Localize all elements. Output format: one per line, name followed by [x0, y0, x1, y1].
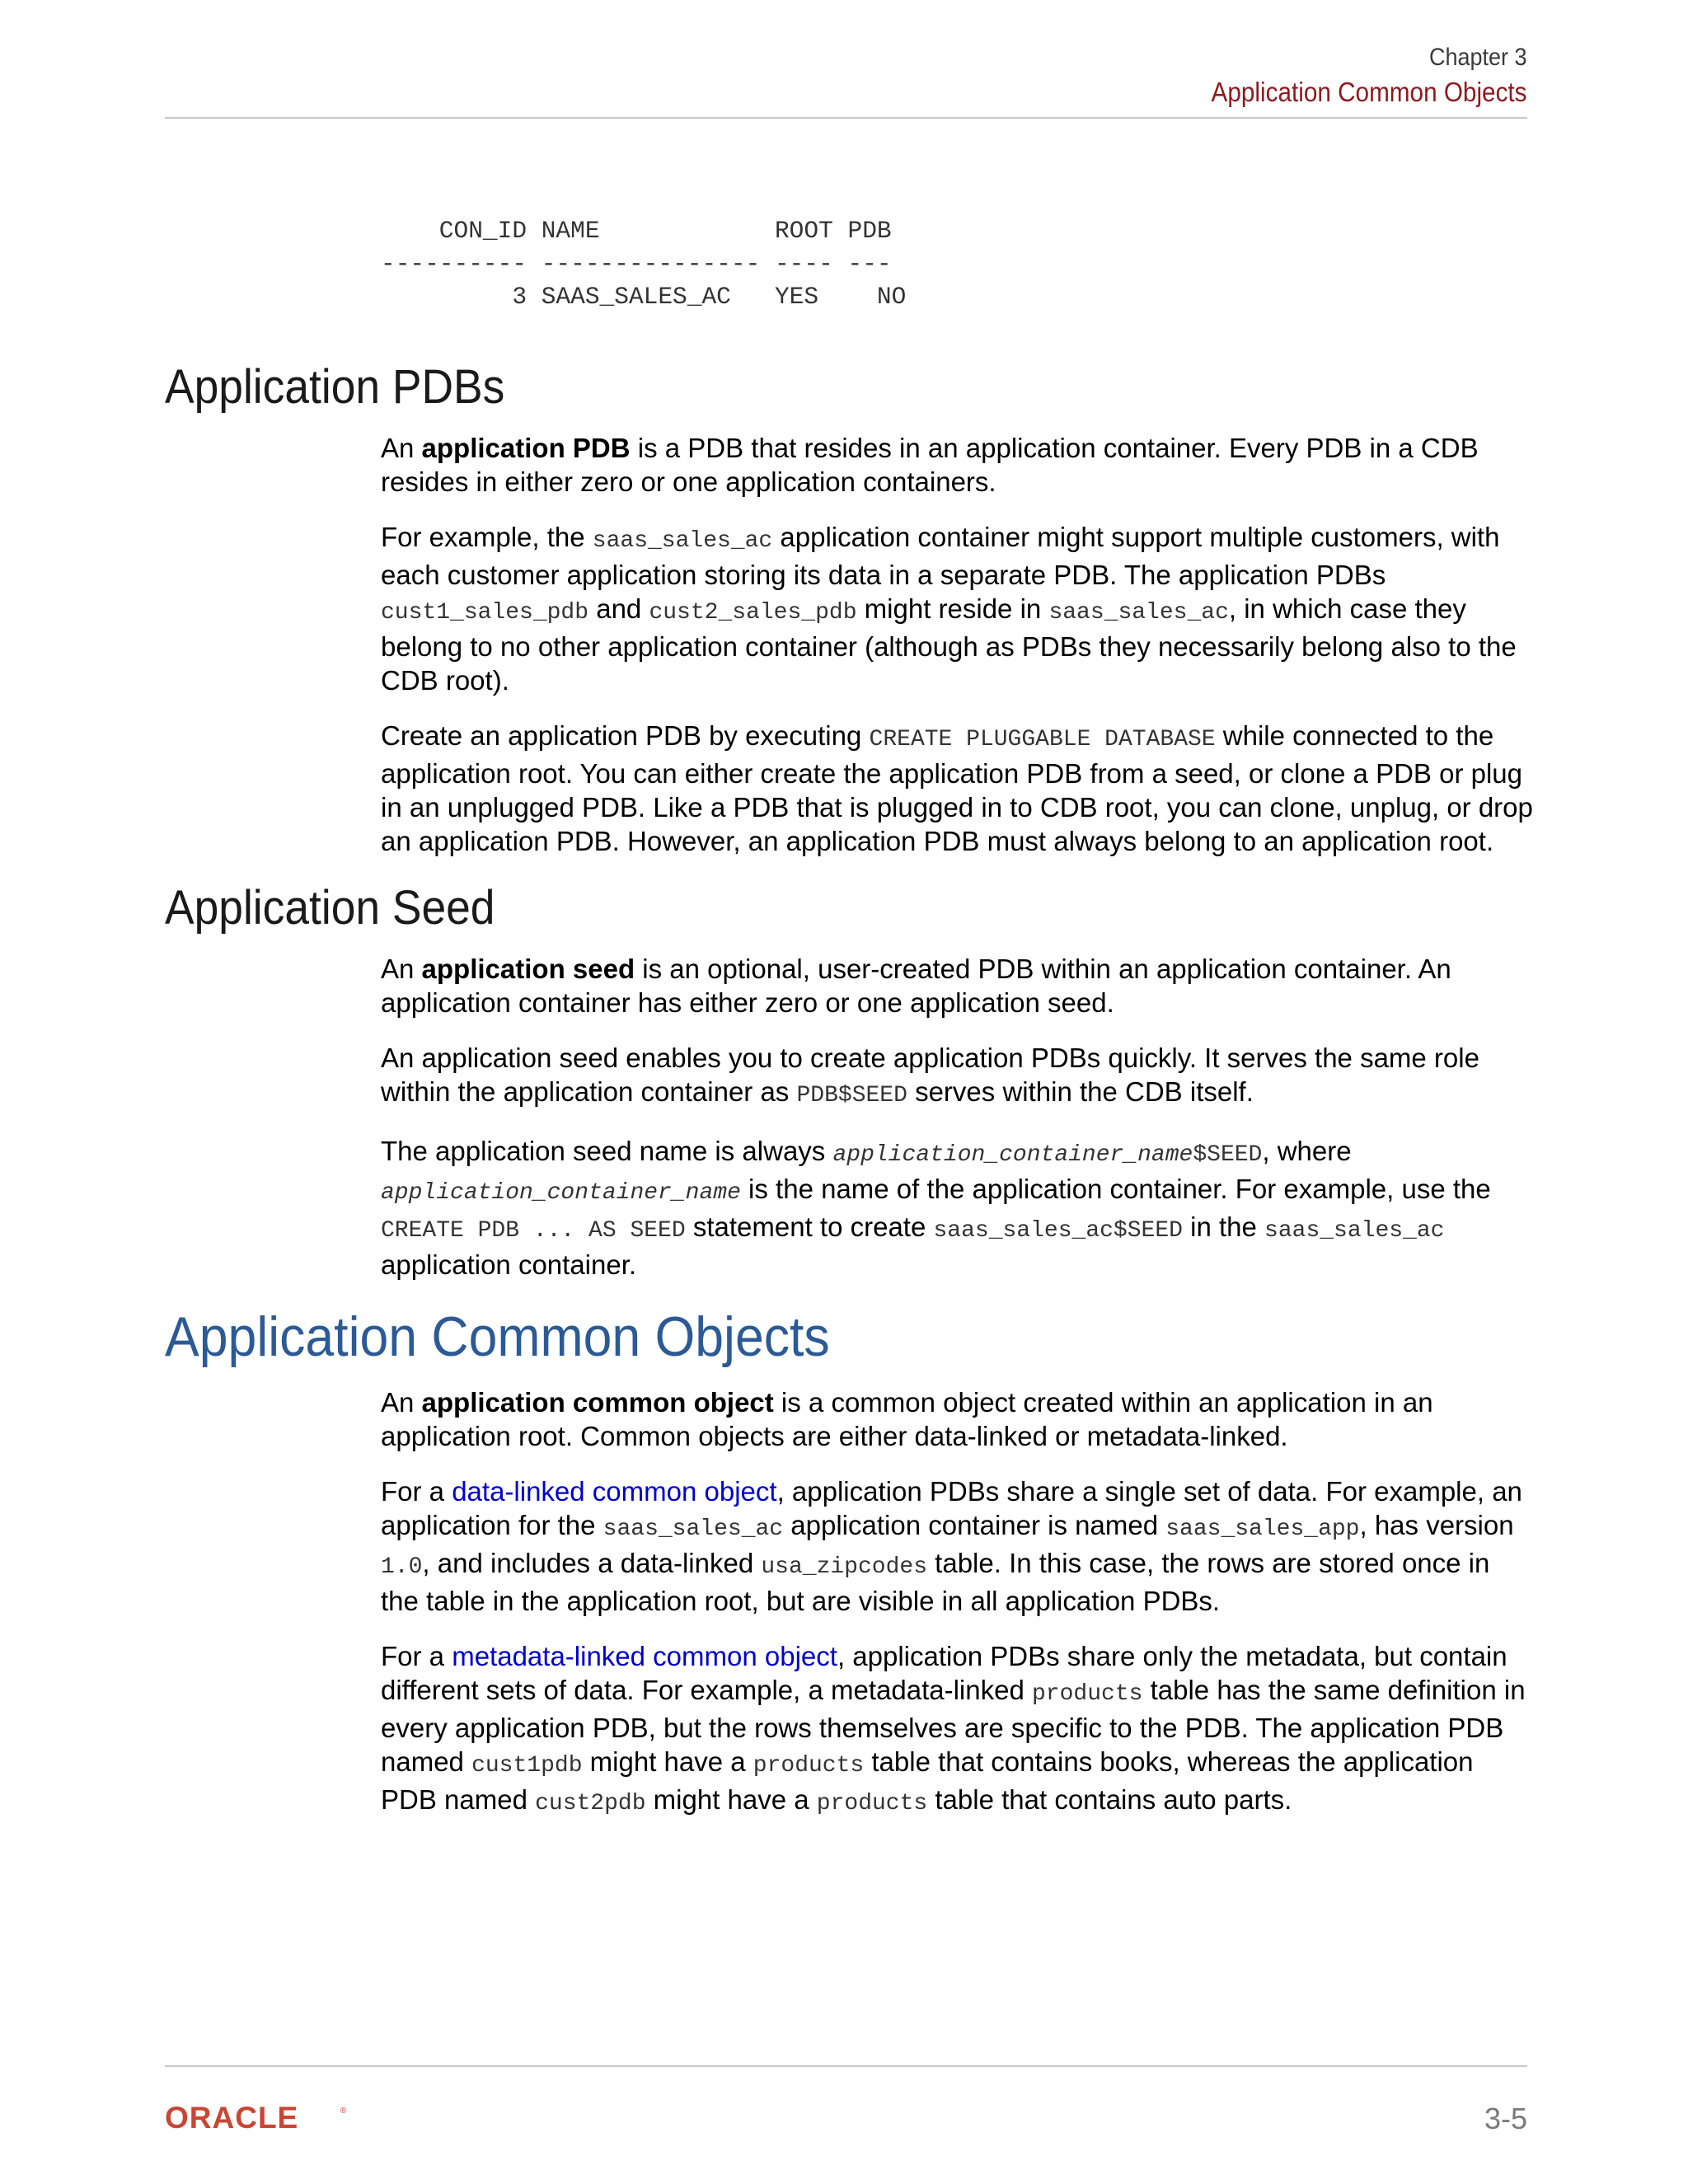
section-heading: Application PDBs [165, 360, 505, 414]
inline-code-italic: application_container_name [381, 1180, 741, 1206]
svg-text:®: ® [340, 2107, 347, 2116]
oracle-logo-mark [165, 2103, 354, 2133]
oracle-logo [165, 2103, 354, 2133]
paragraph: Create an application PDB by executing CREATE PLUGGABLE DATABASE while connected to the application root. You can either create the application PDB from a seed, or clone a PDB or plug in an unplugged PDB. Like a PDB that is plugged in to CDB root, you can clone, unplug, or drop an application PDB. However, an application PDB must always belong to an application root. [381, 720, 1533, 856]
logo-text: ORACLE [165, 2103, 299, 2133]
paragraph: An application common object is a common object created within an application in an application root. Common objects are either data-linked or metadata-linked. [381, 1387, 1433, 1451]
running-header [1176, 41, 1527, 110]
inline-code: usa_zipcodes [761, 1554, 927, 1580]
inline-code: products [1032, 1681, 1143, 1707]
inline-code: cust2_sales_pdb [649, 600, 857, 626]
inline-code: 1.0 [381, 1554, 423, 1580]
header-chapter: Chapter 3 [1429, 44, 1527, 71]
inline-code: cust1_sales_pdb [381, 600, 589, 626]
data-linked-common-object-link[interactable]: data-linked common object [452, 1476, 777, 1507]
section-application-pdbs [165, 359, 1533, 858]
paragraph: For a data-linked common object, application PDBs share a single set of data. For example, an application for the saas_sales_ac application container is named saas_sales_app, has version 1.0, and includes a data-linked usa_zipcodes table. In this case, the rows are stored once in the table in the application root, but are visible in all application PDBs. [381, 1476, 1522, 1616]
query-output-code-block: CON_ID NAME ROOT PDB ---------- --------------- ---- --- 3 SAAS_SALES_AC YES NO [381, 217, 907, 311]
paragraph: For a metadata-linked common object, application PDBs share only the metadata, but contain different sets of data. For example, a metadata-linked products table has the same definition in every application PDB, but the rows themselves are specific to the PDB. The application PDB named cust1pdb might have a products table that contains books, whereas the application PDB named cust2pdb might have a products table that contains auto parts. [381, 1641, 1526, 1816]
inline-code: saas_sales_ac [603, 1516, 784, 1542]
section-body [381, 431, 1535, 858]
paragraph: An application seed enables you to create application PDBs quickly. It serves the same role within the application container as PDB$SEED serves within the CDB itself. [381, 1043, 1479, 1108]
inline-code: $SEED [1193, 1142, 1263, 1168]
footer-divider [165, 2065, 1527, 2067]
inline-code: PDB$SEED [796, 1083, 907, 1108]
inline-code: CREATE PDB ... AS SEED [381, 1218, 686, 1244]
inline-code-italic: application_container_name [832, 1142, 1193, 1168]
inline-code: CREATE PLUGGABLE DATABASE [869, 727, 1216, 752]
section-application-common-objects [165, 1303, 1527, 1821]
section-body [381, 952, 1535, 1282]
inline-code: saas_sales_ac [1048, 600, 1229, 626]
inline-code: cust2pdb [535, 1791, 646, 1816]
inline-code: cust1pdb [471, 1753, 583, 1779]
main-heading: Application Common Objects [165, 1305, 830, 1368]
page-content [165, 359, 1533, 1842]
inline-code: saas_sales_ac [1264, 1218, 1445, 1244]
header-divider [165, 117, 1527, 119]
page-number: 3-5 [1484, 2102, 1527, 2135]
section-body [381, 1385, 1535, 1821]
header-section-title: Application Common Objects [1212, 77, 1527, 107]
section-application-seed [165, 879, 1527, 1282]
paragraph: An application PDB is a PDB that resides in an application container. Every PDB in a CDB resides in either zero or one application containers. [381, 433, 1479, 497]
inline-code: saas_sales_ac$SEED [933, 1218, 1183, 1244]
term: application PDB [421, 433, 631, 463]
inline-code: products [816, 1791, 928, 1816]
paragraph: The application seed name is always application_container_name$SEED, where application_container_name is the name of the application container. For example, use the CREATE PDB ... AS SEED statement to create saas_sales_ac$SEED in the saas_sales_ac application container. [381, 1136, 1491, 1280]
section-heading: Application Seed [165, 881, 495, 935]
term: application common object [421, 1387, 774, 1418]
paragraph: An application seed is an optional, user-created PDB within an application container. An application container has either zero or one application seed. [381, 954, 1451, 1018]
paragraph: For example, the saas_sales_ac application container might support multiple customers, with each customer application storing its data in a separate PDB. The application PDBs cust1_sales_pdb and cust2_sales_pdb might reside in saas_sales_ac, in which case they belong to no other application container (although as PDBs they necessarily belong also to the CDB root). [381, 522, 1517, 696]
metadata-linked-common-object-link[interactable]: metadata-linked common object [452, 1641, 837, 1671]
inline-code: saas_sales_ac [592, 528, 773, 554]
inline-code: products [753, 1753, 865, 1779]
inline-code: saas_sales_app [1165, 1516, 1360, 1542]
term: application seed [421, 954, 635, 984]
